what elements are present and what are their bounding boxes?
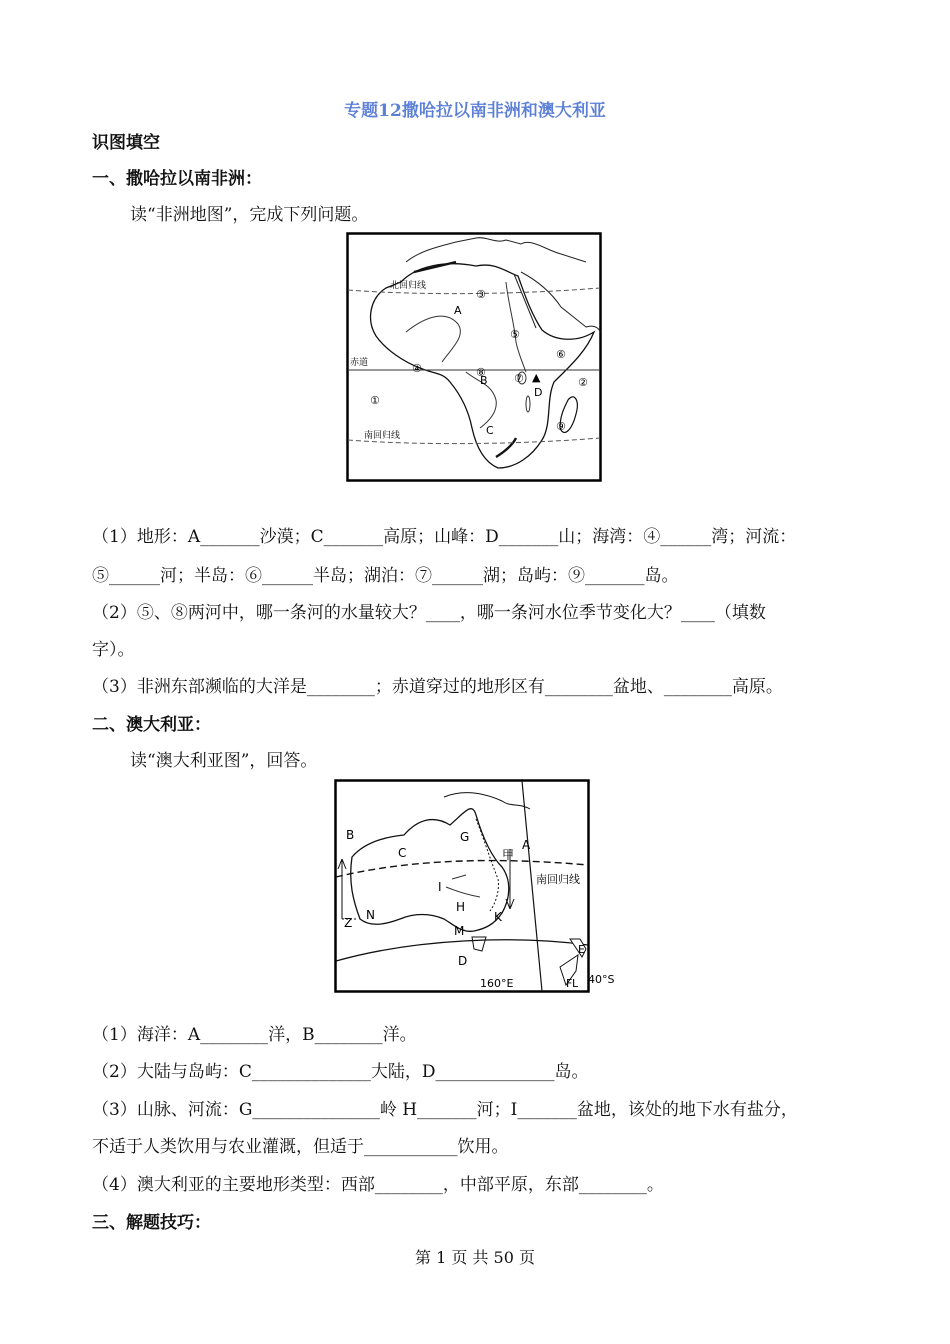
marker-8: ⑧	[476, 366, 486, 379]
marker-4: ④	[412, 362, 422, 375]
part1-q2-line2: 字）。	[92, 640, 135, 660]
part1-q1-line2: ⑤______河；半岛：⑥______半岛；湖泊：⑦______湖；岛屿：⑨_______岛。	[92, 566, 679, 586]
aus-label-N: N	[366, 908, 375, 922]
part1-q3: （3）非洲东部濒临的大洋是________；赤道穿过的地形区有________盆地、________高原。	[92, 677, 783, 697]
aus-label-L: L	[572, 977, 579, 990]
aus-label-E: E	[578, 943, 585, 956]
aus-label-Z: Z	[344, 916, 353, 930]
part2-heading: 二、澳大利亚：	[92, 715, 211, 735]
equator-label: 赤道	[350, 358, 369, 368]
africa-map	[346, 232, 602, 482]
aus-south-tropic-label: 南回归线	[536, 873, 580, 886]
aus-label-K: K	[494, 910, 502, 924]
part2-intro: 读“澳大利亚图”，回答。	[130, 751, 318, 771]
aus-label-F: F	[566, 977, 573, 990]
part1-q2-line1: （2）⑤、⑧两河中，哪一条河的水量较大？____，哪一条河水位季节变化大？____（填数	[92, 603, 766, 623]
aus-lon-label: 160°E	[480, 977, 514, 990]
aus-label-H: H	[456, 900, 466, 914]
part1-heading: 一、撒哈拉以南非洲：	[92, 169, 262, 189]
part3-heading: 三、解题技巧：	[92, 1213, 211, 1233]
part2-q4: （4）澳大利亚的主要地形类型：西部________，中部平原，东部________。	[92, 1175, 664, 1195]
map-label-A: A	[454, 304, 462, 317]
aus-label-B: B	[346, 828, 355, 842]
marker-1: ①	[370, 394, 380, 407]
north-tropic-label: 北回归线	[390, 281, 427, 291]
marker-3: ③	[476, 288, 486, 301]
aus-label-A: A	[522, 838, 531, 852]
page-footer: 第 1 页 共 50 页	[415, 1248, 535, 1267]
aus-label-I: I	[438, 880, 442, 894]
marker-9: ⑨	[556, 420, 566, 433]
map-label-D: D	[534, 386, 543, 399]
marker-5: ⑤	[510, 328, 520, 341]
part2-q3-line2: 不适于人类饮用与农业灌溉，但适于___________饮用。	[92, 1137, 509, 1157]
page-title: 专题12撒哈拉以南非洲和澳大利亚	[344, 101, 606, 121]
map-label-C: C	[486, 424, 494, 437]
aus-label-jia: 甲	[502, 848, 515, 862]
section-label: 识图填空	[92, 133, 160, 153]
part2-q1: （1）海洋：A________洋，B________洋。	[92, 1025, 417, 1045]
part1-q1-line1: （1）地形：A_______沙漠；C_______高原；山峰：D_______山；海湾：④______湾；河流：	[92, 527, 797, 547]
peak-marker: ▲	[532, 371, 541, 384]
south-tropic-label: 南回归线	[364, 431, 401, 441]
part1-intro: 读“非洲地图”，完成下列问题。	[130, 205, 369, 225]
aus-label-D: D	[458, 954, 468, 968]
aus-lat-label: 40°S	[588, 973, 615, 986]
australia-map	[334, 779, 624, 994]
aus-label-C: C	[398, 846, 407, 860]
marker-2: ②	[578, 376, 588, 389]
map-label-B: B	[480, 374, 488, 387]
aus-label-M: M	[454, 924, 465, 938]
aus-label-G: G	[460, 830, 470, 844]
part2-q2: （2）大陆与岛屿：C______________大陆，D______________岛。	[92, 1062, 589, 1082]
marker-7: ⑦	[514, 372, 524, 385]
part2-q3-line1: （3）山脉、河流：G_______________岭 H_______河；I_______盆地，该处的地下水有盐分，	[92, 1100, 798, 1120]
marker-6: ⑥	[556, 348, 566, 361]
